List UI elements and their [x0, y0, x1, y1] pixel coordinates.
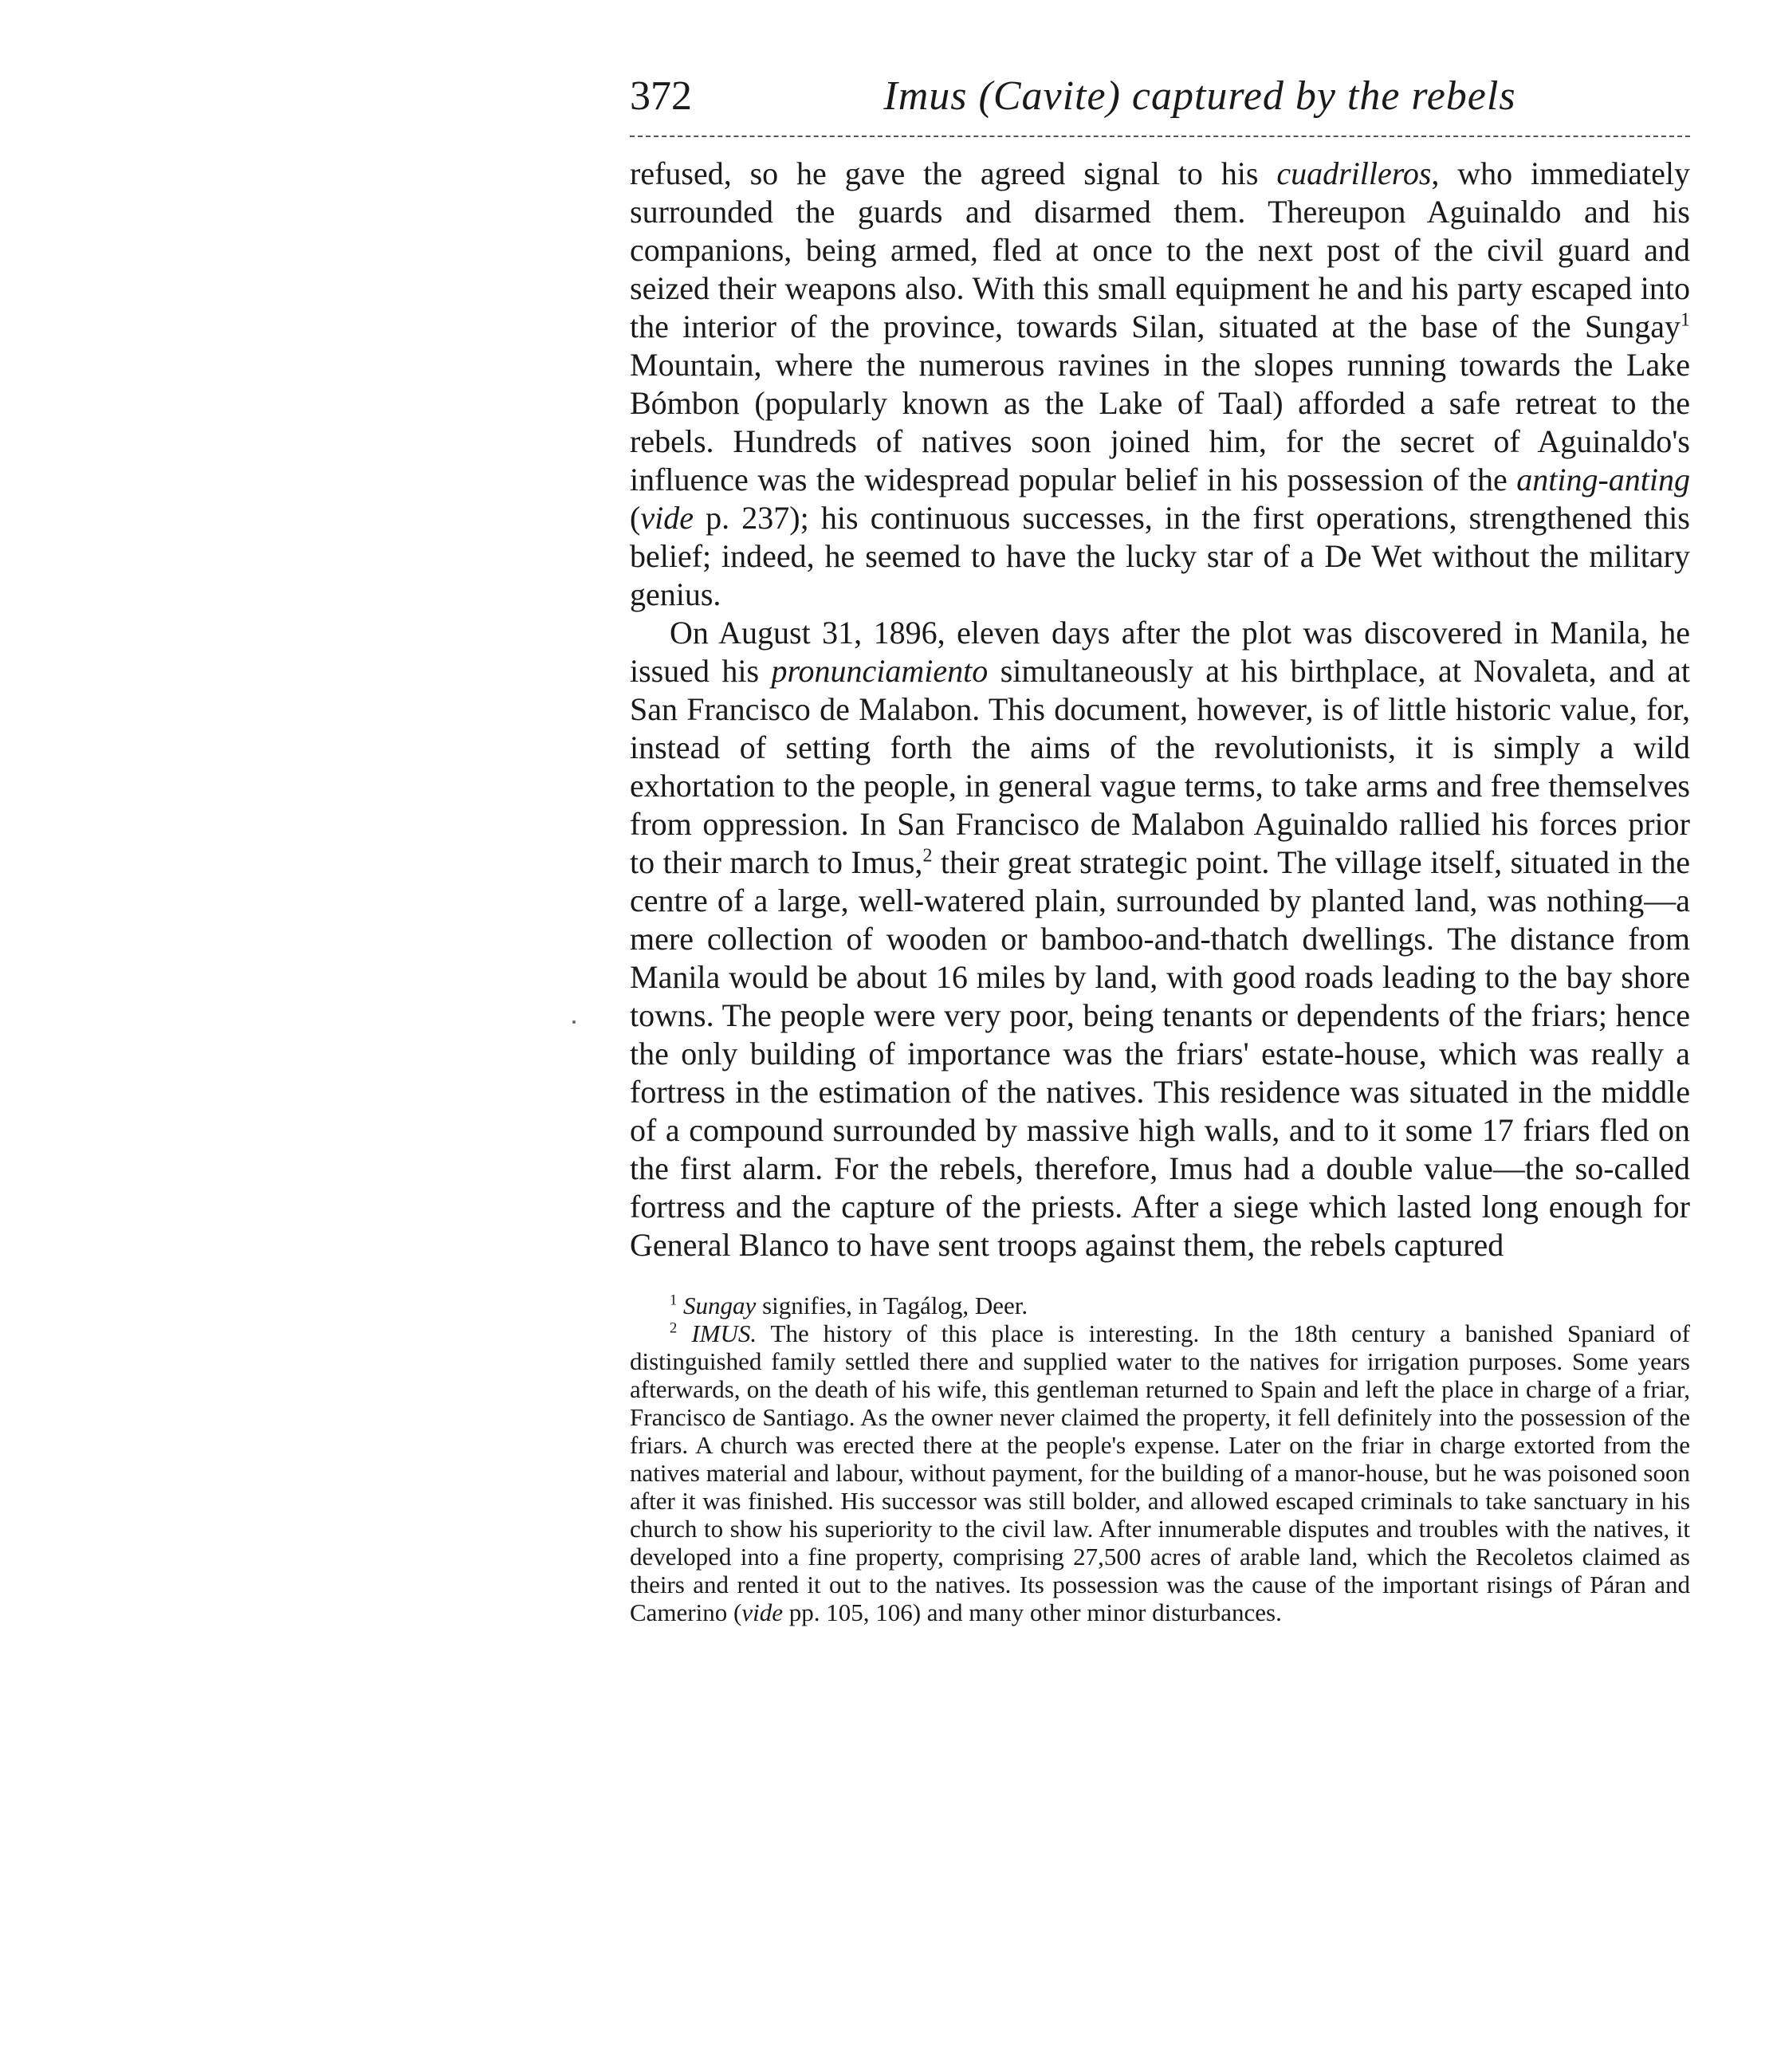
page-header	[630, 72, 1690, 129]
text-run: pp. 105, 106) and many other minor disturbances.	[782, 1598, 1282, 1627]
text-run: (	[630, 500, 641, 537]
book-page	[630, 72, 1690, 1626]
italic-term: cuadrilleros	[1276, 155, 1432, 192]
footnote-mark: 1	[670, 1292, 678, 1310]
paragraph-2	[630, 614, 1690, 1264]
paragraph-1	[630, 155, 1690, 614]
footnotes	[630, 1292, 1690, 1626]
text-run: , who immediately surrounded the guards and disarmed them. Thereupon Aguinaldo and his companions, being armed, fled at once to the next post of the civil guard and seized their weapons also. With this small equipment he and his party escaped into the interior of the province, towards Silan, situated at the base of the Sungay	[630, 155, 1690, 345]
main-text	[630, 155, 1690, 1264]
scan-speck	[572, 1020, 576, 1024]
text-run: The history of this place is interesting. In the 18th century a banished Spaniard of distinguished family settled there and supplied water to the natives for irrigation purposes. Some years afterwards, on the death of his wife, this gentleman returned to Spain and left the place in charge of a friar, Francisco de Santiago. As the owner never claimed the property, it fell definitely into the possession of the friars. A church was erected there at the people's expense. Later on the friar in charge extorted from the natives material and labour, without payment, for the building of a manor-house, but he was poisoned soon after it was finished. His successor was still bolder, and allowed escaped criminals to take sanctuary in his church to show his superiority to the civil law. After innumerable disputes and troubles with the natives, it developed into a fine property, comprising 27,500 acres of arable land, which the Recoletos claimed as theirs and rented it out to the natives. Its possession was the cause of the important risings of Páran and Camerino (	[630, 1319, 1690, 1627]
footnote-mark: 2	[670, 1320, 678, 1338]
text-run: p. 237); his continuous successes, in the first operations, strengthened this belief; indeed, he seemed to have the lucky star of a De Wet without the military genius.	[630, 500, 1690, 613]
footnote-2	[630, 1319, 1690, 1626]
footnote-1	[630, 1292, 1690, 1319]
header-rule	[630, 136, 1690, 137]
text-run: Mountain, where the numerous ravines in the slopes running towards the Lake Bómbon (popularly known as the Lake of Taal) afforded a safe retreat to the rebels. Hundreds of natives soon joined him, for the secret of Aguinaldo's influence was the widespread popular belief in his possession of the	[630, 347, 1690, 498]
page-number: 372	[630, 73, 692, 119]
footnote-ref-2: 2	[922, 846, 933, 867]
text-run: their great strategic point. The village itself, situated in the centre of a large, well-watered plain, surrounded by planted land, was nothing—a mere collection of wooden or bamboo-and-thatch dwellings. The distance from Manila would be about 16 miles by land, with good roads leading to the bay shore towns. The people were very poor, being tenants or dependents of the friars; hence the only building of importance was the friars' estate-house, which was really a fortress in the estimation of the natives. This residence was situated in the middle of a compound surrounded by massive high walls, and to it some 17 friars fled on the first alarm. For the rebels, therefore, Imus had a double value—the so-called fortress and the capture of the priests. After a siege which lasted long enough for General Blanco to have sent troops against them, the rebels captured	[630, 844, 1690, 1264]
text-run: simultaneously at his birthplace, at Novaleta, and at San Francisco de Malabon. This document, however, is of little historic value, for, instead of setting forth the aims of the revolutionists, it is simply a wild exhortation to the people, in general vague terms, to take arms and free themselves from oppression. In San Francisco de Malabon Aguinaldo rallied his forces prior to their march to Imus,	[630, 653, 1690, 881]
italic-term: IMUS.	[691, 1319, 757, 1348]
italic-term: pronunciamiento	[771, 653, 989, 690]
italic-term: Sungay	[683, 1292, 757, 1320]
text-run: On August 31, 1896, eleven days after the plot was discovered in Manila, he issued his	[630, 615, 1690, 690]
text-run: signifies, in Tagálog, Deer.	[756, 1292, 1028, 1320]
italic-term: vide	[741, 1598, 783, 1627]
text-run: refused, so he gave the agreed signal to his	[630, 155, 1277, 192]
italic-term: vide	[640, 500, 694, 537]
italic-term: anting-anting	[1516, 462, 1690, 498]
running-title: Imus (Cavite) captured by the rebels	[883, 73, 1516, 119]
footnote-ref-1: 1	[1681, 310, 1690, 332]
